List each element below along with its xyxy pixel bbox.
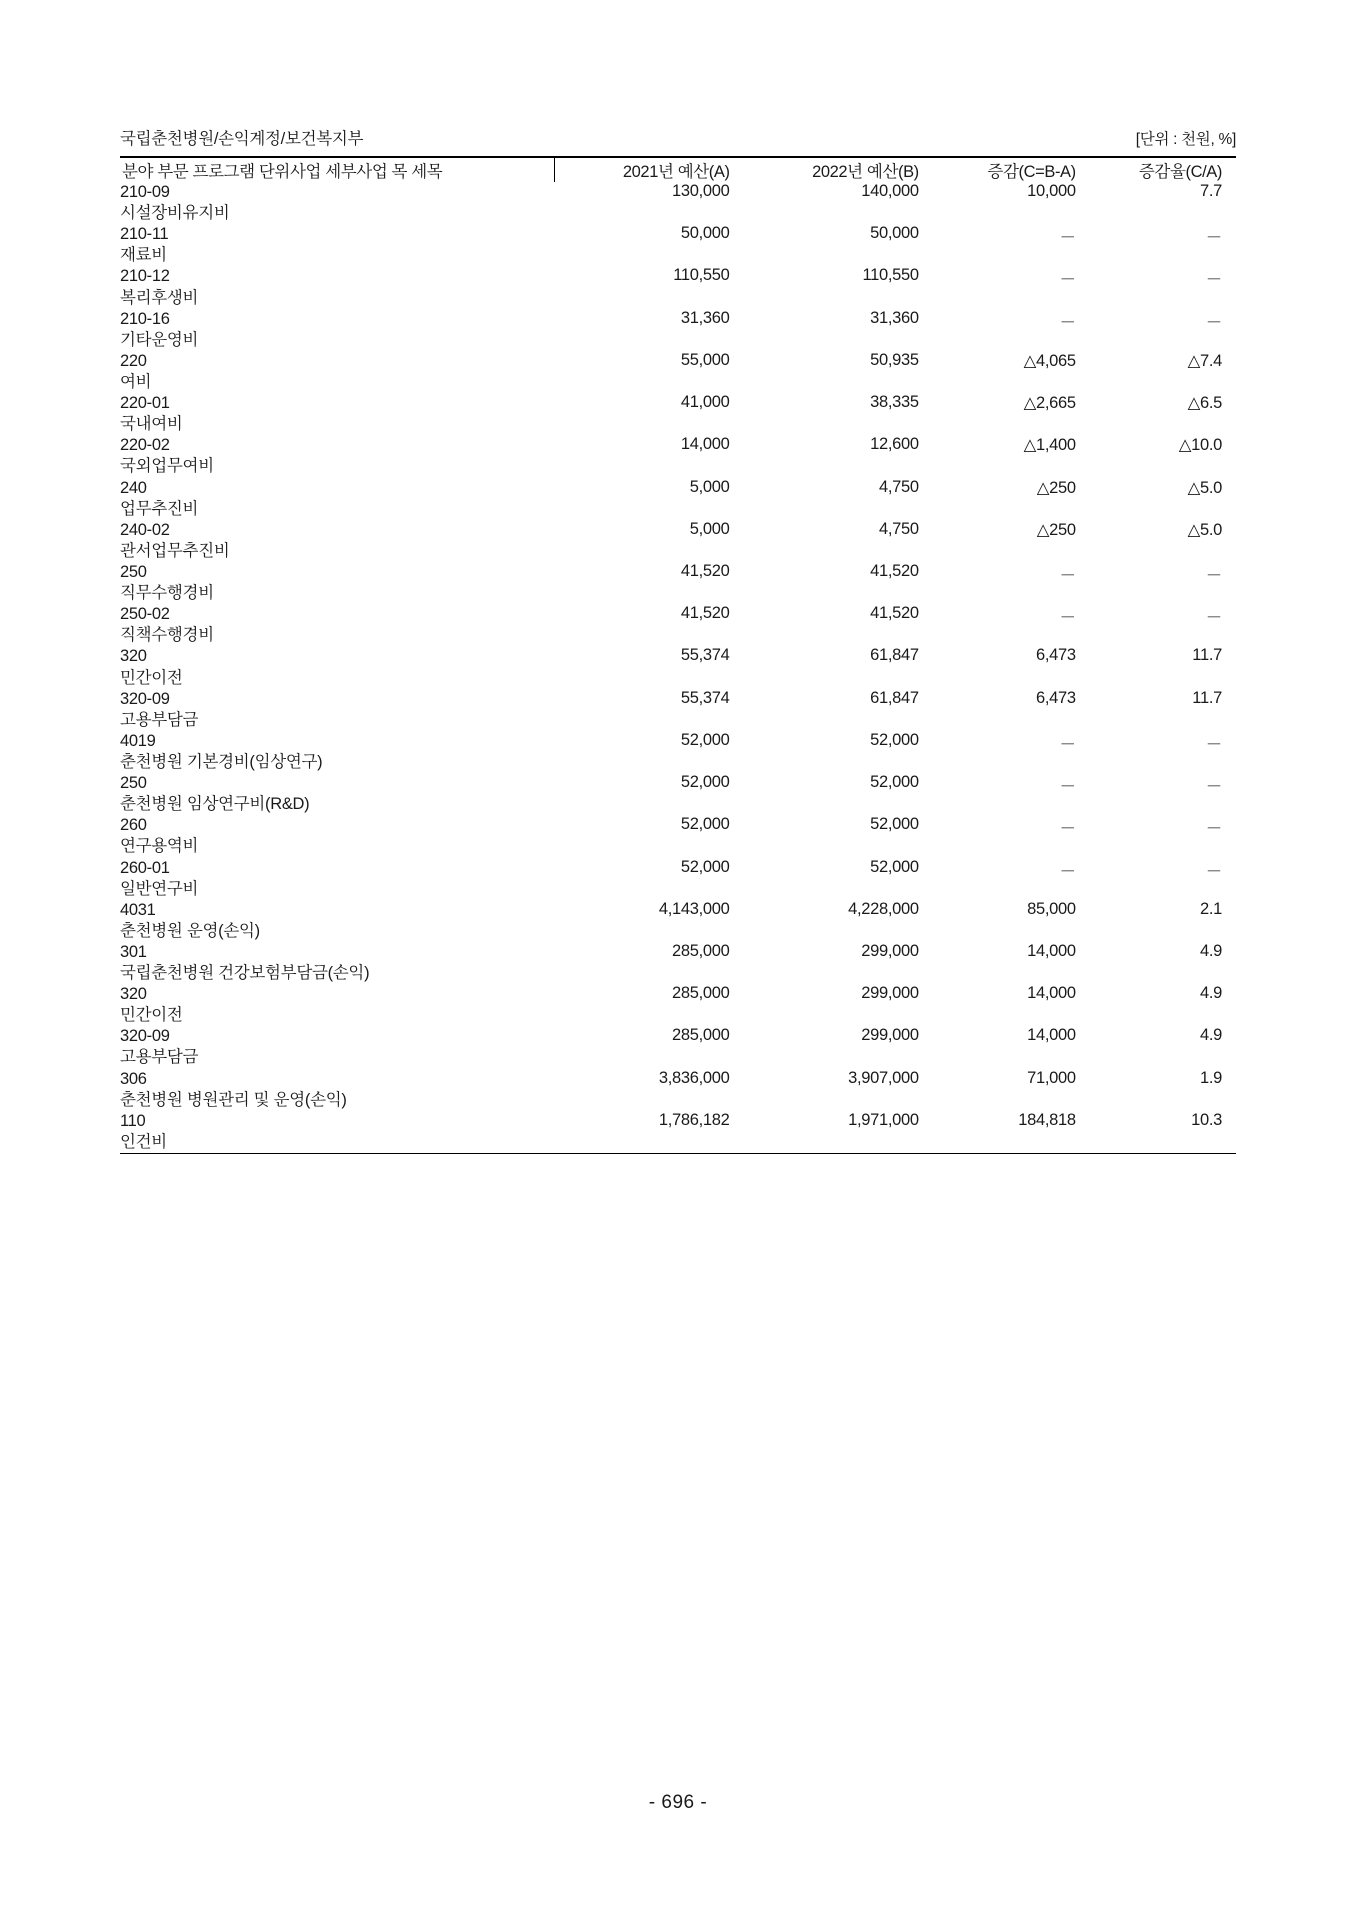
table-row — [120, 520, 1236, 562]
row-name: 춘천병원 운영(손익) — [120, 921, 260, 940]
row-code: 260 — [120, 816, 147, 835]
row-code: 250 — [120, 774, 147, 793]
table-row — [120, 266, 1236, 308]
row-name: 춘천병원 병원관리 및 운영(손익) — [120, 1090, 347, 1109]
row-change-rate: △5.0 — [1187, 478, 1222, 497]
row-budget-2021: 5,000 — [689, 519, 730, 538]
row-label-cell — [120, 266, 554, 308]
row-name: 기타운영비 — [120, 330, 199, 349]
row-label-cell — [120, 351, 554, 393]
row-label-cell — [120, 1111, 554, 1153]
row-code: 210-11 — [120, 225, 169, 244]
row-change: 85,000 — [1027, 899, 1076, 918]
row-budget-2021: 285,000 — [672, 941, 730, 960]
row-label-cell — [120, 942, 554, 984]
row-budget-2021: 285,000 — [672, 984, 730, 1003]
row-budget-2022: 299,000 — [861, 984, 919, 1003]
row-budget-2022: 140,000 — [861, 182, 919, 200]
row-name: 민간이전 — [120, 668, 183, 687]
row-budget-2022: 12,600 — [870, 435, 919, 454]
row-change-rate: △6.5 — [1187, 394, 1222, 413]
row-code: 250 — [120, 562, 147, 581]
row-code: 306 — [120, 1069, 147, 1088]
row-label-cell — [120, 858, 554, 900]
budget-table — [120, 158, 1236, 1153]
table-row — [120, 1111, 1236, 1153]
row-change: 184,818 — [1018, 1110, 1076, 1129]
row-code: 260-01 — [120, 858, 170, 877]
row-budget-2021: 52,000 — [680, 857, 730, 876]
row-budget-2022: 4,228,000 — [848, 899, 919, 918]
row-change: △1,400 — [1023, 436, 1076, 455]
row-label-cell — [120, 773, 554, 815]
row-change: 14,000 — [1027, 1026, 1076, 1045]
row-code: 240 — [120, 478, 147, 497]
row-change: 71,000 — [1027, 1068, 1076, 1087]
table-row — [120, 351, 1236, 393]
table-row — [120, 900, 1236, 942]
row-budget-2021: 31,360 — [680, 308, 730, 327]
row-budget-2021: 1,786,182 — [658, 1110, 730, 1129]
row-budget-2021: 50,000 — [680, 224, 730, 243]
row-label-cell — [120, 689, 554, 731]
row-code: 301 — [120, 942, 147, 961]
table-row — [120, 224, 1236, 266]
row-budget-2021: 5,000 — [689, 477, 730, 496]
table-row — [120, 1069, 1236, 1111]
row-code: 210-16 — [120, 309, 170, 328]
column-header-change: 증감(C=B-A) — [987, 163, 1076, 181]
row-change: 6,473 — [1035, 646, 1076, 665]
row-budget-2021: 55,374 — [680, 646, 730, 665]
row-change: － — [1059, 609, 1076, 628]
row-code: 210-09 — [120, 183, 170, 201]
row-budget-2021: 3,836,000 — [658, 1068, 730, 1087]
row-budget-2021: 52,000 — [680, 773, 730, 792]
table-row — [120, 435, 1236, 477]
row-change: △250 — [1036, 478, 1076, 497]
table-row — [120, 689, 1236, 731]
table-row — [120, 731, 1236, 773]
row-name: 직무수행경비 — [120, 584, 214, 603]
row-code: 320 — [120, 985, 147, 1004]
row-name: 일반연구비 — [120, 879, 199, 898]
row-change: 14,000 — [1027, 941, 1076, 960]
row-label-cell — [120, 1026, 554, 1068]
row-change-rate: － — [1205, 735, 1222, 754]
row-budget-2021: 110,550 — [673, 266, 730, 285]
row-budget-2022: 50,000 — [870, 224, 919, 243]
row-code: 220 — [120, 351, 147, 370]
row-label-cell — [120, 520, 554, 562]
row-change-rate: △10.0 — [1178, 436, 1222, 455]
row-code: 320-09 — [120, 689, 170, 708]
table-row — [120, 773, 1236, 815]
row-name: 복리후생비 — [120, 288, 199, 307]
row-name: 인건비 — [120, 1132, 167, 1151]
row-budget-2022: 52,000 — [870, 730, 919, 749]
row-budget-2022: 52,000 — [870, 773, 919, 792]
row-budget-2021: 14,000 — [680, 435, 730, 454]
row-label-cell — [120, 562, 554, 604]
row-change: － — [1059, 566, 1076, 585]
row-budget-2022: 3,907,000 — [848, 1068, 919, 1087]
column-header-change-rate: 증감율(C/A) — [1138, 163, 1222, 181]
table-row — [120, 182, 1236, 224]
row-code: 4031 — [120, 900, 156, 919]
row-change: － — [1059, 313, 1076, 332]
row-budget-2021: 52,000 — [680, 815, 730, 834]
table-row — [120, 562, 1236, 604]
row-change: △250 — [1036, 520, 1076, 539]
table-bottom-rule — [120, 1153, 1236, 1154]
row-change-rate: － — [1205, 229, 1222, 248]
row-change-rate: － — [1205, 313, 1222, 332]
row-change: － — [1059, 820, 1076, 839]
row-change-rate: 2.1 — [1199, 899, 1222, 918]
row-name: 시설장비유지비 — [120, 204, 230, 223]
row-change-rate: 4.9 — [1199, 941, 1222, 960]
row-label-cell — [120, 224, 554, 266]
row-label-cell — [120, 731, 554, 773]
row-code: 210-12 — [120, 267, 170, 286]
row-label-cell — [120, 393, 554, 435]
row-label-cell — [120, 1069, 554, 1111]
row-code: 110 — [120, 1111, 146, 1130]
table-row — [120, 942, 1236, 984]
table-body — [120, 182, 1236, 1153]
table-row — [120, 858, 1236, 900]
row-code: 220-01 — [120, 394, 170, 413]
row-name: 재료비 — [120, 246, 167, 265]
row-change: △4,065 — [1023, 351, 1076, 370]
header-unit-note: [단위 : 천원, %] — [1135, 131, 1236, 148]
header-breadcrumb: 국립춘천병원/손익계정/보건복지부 — [120, 130, 364, 148]
row-budget-2022: 4,750 — [878, 477, 919, 496]
row-name: 고용부담금 — [120, 1048, 199, 1067]
row-change-rate: 1.9 — [1199, 1068, 1222, 1087]
row-label-cell — [120, 478, 554, 520]
row-change: － — [1059, 778, 1076, 797]
row-budget-2021: 41,520 — [680, 604, 730, 623]
row-change-rate: △7.4 — [1187, 351, 1222, 370]
row-change-rate: 10.3 — [1191, 1110, 1222, 1129]
row-change-rate: － — [1205, 820, 1222, 839]
page-header — [120, 125, 1236, 156]
row-budget-2022: 50,935 — [870, 350, 919, 369]
column-header-classification: 분야 부문 프로그램 단위사업 세부사업 목 세목 — [120, 158, 554, 182]
row-change: 14,000 — [1027, 984, 1076, 1003]
row-budget-2022: 299,000 — [861, 1026, 919, 1045]
row-label-cell — [120, 182, 554, 224]
row-budget-2022: 110,550 — [862, 266, 919, 285]
row-change-rate: － — [1205, 778, 1222, 797]
row-change: △2,665 — [1023, 394, 1076, 413]
row-code: 250-02 — [120, 605, 170, 624]
table-row — [120, 1026, 1236, 1068]
table-row — [120, 984, 1236, 1026]
row-budget-2022: 299,000 — [861, 941, 919, 960]
row-budget-2021: 41,520 — [680, 561, 730, 580]
row-label-cell — [120, 604, 554, 646]
row-budget-2022: 52,000 — [870, 815, 919, 834]
row-code: 320 — [120, 647, 147, 666]
row-budget-2022: 61,847 — [870, 646, 919, 665]
row-change-rate: 11.7 — [1192, 646, 1222, 665]
row-change: － — [1059, 229, 1076, 248]
row-budget-2022: 41,520 — [870, 561, 919, 580]
row-change: － — [1059, 862, 1076, 881]
row-budget-2022: 31,360 — [870, 308, 919, 327]
table-header-row — [120, 158, 1236, 182]
row-budget-2021: 4,143,000 — [658, 899, 730, 918]
row-name: 여비 — [120, 372, 152, 391]
row-budget-2022: 41,520 — [870, 604, 919, 623]
row-change: 6,473 — [1035, 688, 1076, 707]
row-label-cell — [120, 815, 554, 857]
row-code: 4019 — [120, 731, 156, 750]
table-row — [120, 604, 1236, 646]
row-name: 국외업무여비 — [120, 457, 214, 476]
table-row — [120, 393, 1236, 435]
row-name: 국내여비 — [120, 415, 183, 434]
column-header-budget-2022: 2022년 예산(B) — [812, 163, 919, 181]
table-row — [120, 815, 1236, 857]
row-label-cell — [120, 900, 554, 942]
row-name: 업무추진비 — [120, 499, 199, 518]
page-number: - 696 - — [648, 1792, 708, 1813]
table-row — [120, 646, 1236, 688]
row-name: 직책수행경비 — [120, 626, 214, 645]
row-budget-2021: 285,000 — [672, 1026, 730, 1045]
row-change-rate: △5.0 — [1187, 520, 1222, 539]
row-budget-2022: 1,971,000 — [848, 1110, 919, 1129]
row-change-rate: － — [1205, 271, 1222, 290]
row-change-rate: 4.9 — [1199, 984, 1222, 1003]
row-code: 240-02 — [120, 520, 170, 539]
row-change-rate: 4.9 — [1199, 1026, 1222, 1045]
row-name: 춘천병원 임상연구비(R&D) — [120, 795, 310, 814]
row-name: 고용부담금 — [120, 710, 199, 729]
row-budget-2021: 41,000 — [680, 393, 730, 412]
row-change: － — [1059, 735, 1076, 754]
row-code: 220-02 — [120, 436, 170, 455]
row-budget-2021: 130,000 — [672, 182, 730, 200]
row-change: 10,000 — [1027, 182, 1076, 200]
row-change-rate: 7.7 — [1199, 182, 1222, 200]
row-label-cell — [120, 309, 554, 351]
row-change-rate: － — [1205, 862, 1222, 881]
table-row — [120, 478, 1236, 520]
row-name: 민간이전 — [120, 1006, 183, 1025]
row-name: 관서업무추진비 — [120, 541, 230, 560]
row-change-rate: 11.7 — [1192, 688, 1222, 707]
row-budget-2022: 61,847 — [870, 688, 919, 707]
row-name: 연구용역비 — [120, 837, 199, 856]
row-budget-2021: 55,000 — [680, 350, 730, 369]
row-budget-2022: 52,000 — [870, 857, 919, 876]
row-change-rate: － — [1205, 566, 1222, 585]
row-budget-2021: 52,000 — [680, 730, 730, 749]
page-footer — [0, 1792, 1356, 1814]
row-budget-2021: 55,374 — [680, 688, 730, 707]
row-change: － — [1059, 271, 1076, 290]
row-label-cell — [120, 435, 554, 477]
row-code: 320-09 — [120, 1027, 170, 1046]
table-row — [120, 309, 1236, 351]
row-budget-2022: 38,335 — [870, 393, 919, 412]
row-change-rate: － — [1205, 609, 1222, 628]
row-name: 춘천병원 기본경비(임상연구) — [120, 752, 323, 771]
column-header-budget-2021: 2021년 예산(A) — [622, 163, 730, 181]
row-budget-2022: 4,750 — [878, 519, 919, 538]
row-name: 국립춘천병원 건강보험부담금(손익) — [120, 964, 370, 983]
table-head — [120, 158, 1236, 182]
row-label-cell — [120, 646, 554, 688]
row-label-cell — [120, 984, 554, 1026]
